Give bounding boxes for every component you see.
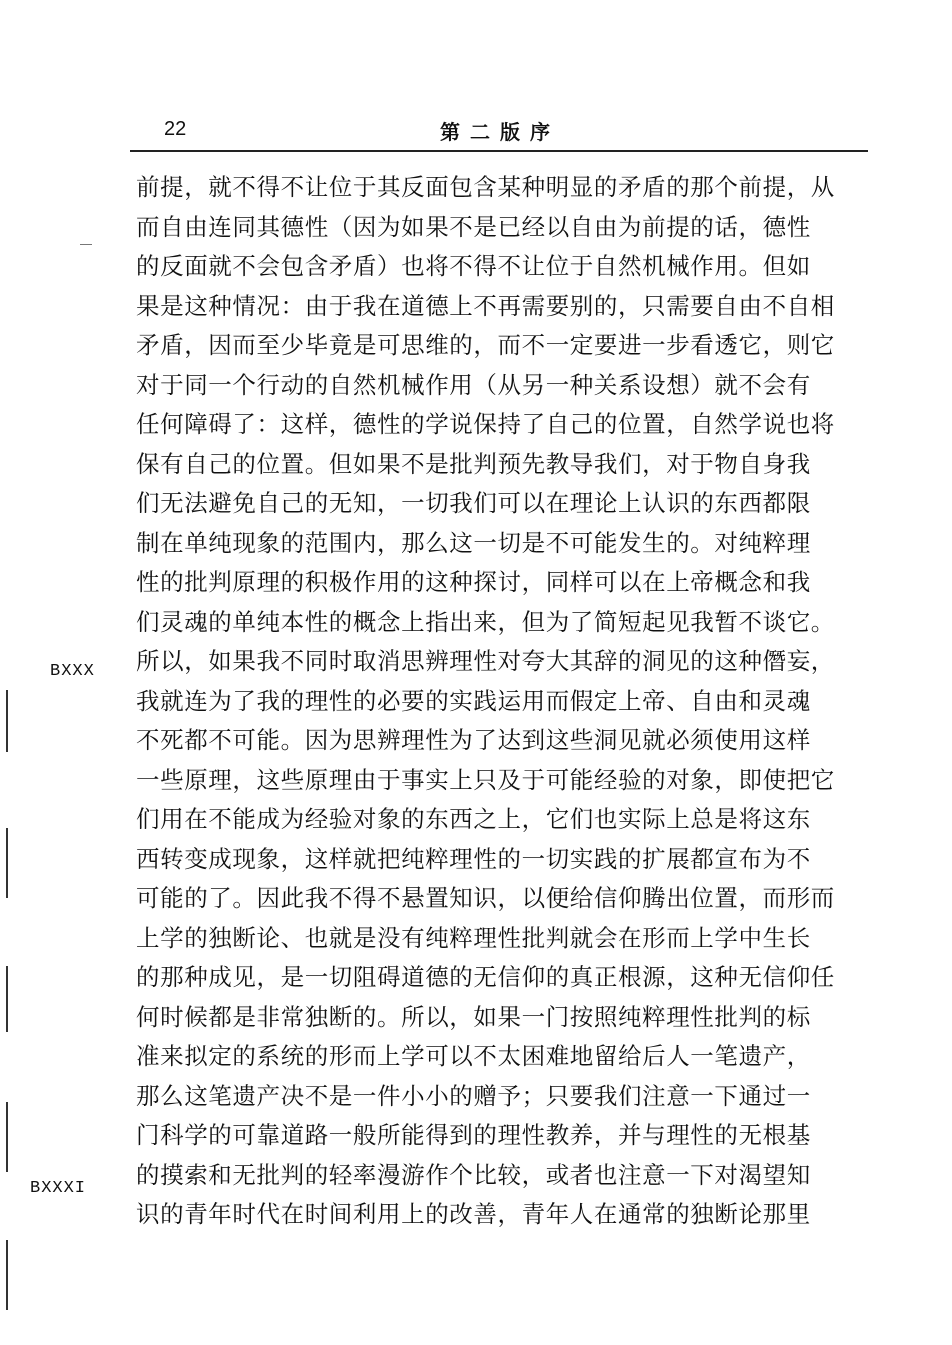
page-header	[130, 112, 870, 152]
text-line: 上学的独断论、也就是没有纯粹理性批判就会在形而上学中生长	[136, 923, 811, 952]
margin-note-bxxxi: BXXXI	[30, 1179, 87, 1198]
text-line: 何时候都是非常独断的。所以，如果一门按照纯粹理性批判的标	[136, 1002, 811, 1031]
text-line: 对于同一个行动的自然机械作用（从另一种关系设想）就不会有	[136, 370, 811, 399]
text-line: 所以，如果我不同时取消思辨理性对夸大其辞的洞见的这种僭妄，	[136, 647, 835, 675]
text-line: 们用在不能成为经验对象的东西之上，它们也实际上总是将这东	[136, 805, 811, 833]
text-line: 识的青年时代在时间利用上的改善，青年人在通常的独断论那里	[136, 1200, 811, 1228]
text-line: 那么这笔遗产决不是一件小小的赠予；只要我们注意一下通过一	[136, 1081, 811, 1110]
text-line: 任何障碍了：这样，德性的学说保持了自己的位置，自然学说也将	[136, 410, 835, 438]
text-line: 我就连为了我的理性的必要的实践运用而假定上帝、自由和灵魂	[136, 686, 811, 715]
text-line: 们灵魂的单纯本性的概念上指出来，但为了简短起见我暂不谈它。	[136, 607, 835, 636]
text-line: 准来拟定的系统的形而上学可以不太困难地留给后人一笔遗产，	[136, 1042, 811, 1070]
text-line: 前提，就不得不让位于其反面包含某种明显的矛盾的那个前提，从	[136, 173, 835, 201]
text-line: 保有自己的位置。但如果不是批判预先教导我们，对于物自身我	[136, 449, 811, 478]
margin-bar	[6, 828, 8, 898]
text-line: 一些原理，这些原理由于事实上只及于可能经验的对象，即使把它	[136, 765, 835, 794]
text-line: 制在单纯现象的范围内，那么这一切是不可能发生的。对纯粹理	[136, 528, 811, 557]
margin-bar	[6, 966, 8, 1032]
margin-bar	[6, 1102, 8, 1172]
text-line: 果是这种情况：由于我在道德上不再需要别的，只需要自由不自相	[136, 291, 835, 320]
text-line: 的摸索和无批判的轻率漫游作个比较，或者也注意一下对渴望知	[136, 1160, 811, 1189]
text-line: 性的批判原理的积极作用的这种探讨，同样可以在上帝概念和我	[136, 568, 811, 596]
page-number: 22	[164, 118, 187, 140]
body-text	[136, 168, 862, 1235]
margin-bar	[6, 1240, 8, 1310]
text-line: 门科学的可靠道路一般所能得到的理性教养，并与理性的无根基	[136, 1121, 811, 1149]
header-rule	[130, 150, 868, 152]
text-line: 的那种成见，是一切阻碍道德的无信仰的真正根源，这种无信仰任	[136, 963, 835, 991]
text-line: 的反面就不会包含矛盾）也将不得不让位于自然机械作用。但如	[136, 252, 811, 280]
text-line: 不死都不可能。因为思辨理性为了达到这些洞见就必须使用这样	[136, 726, 811, 754]
margin-bar	[6, 690, 8, 752]
running-title: 第二版序	[440, 120, 560, 144]
text-line: 矛盾，因而至少毕竟是可思维的，而不一定要进一步看透它，则它	[136, 331, 835, 359]
margin-tick	[80, 244, 92, 245]
text-line: 可能的了。因此我不得不悬置知识，以便给信仰腾出位置，而形而	[136, 884, 835, 912]
text-line: 西转变成现象，这样就把纯粹理性的一切实践的扩展都宣布为不	[136, 844, 811, 873]
text-line: 而自由连同其德性（因为如果不是已经以自由为前提的话，德性	[136, 212, 811, 241]
margin-note-bxxx: BXXX	[50, 662, 95, 681]
text-line: 们无法避免自己的无知，一切我们可以在理论上认识的东西都限	[136, 489, 811, 517]
